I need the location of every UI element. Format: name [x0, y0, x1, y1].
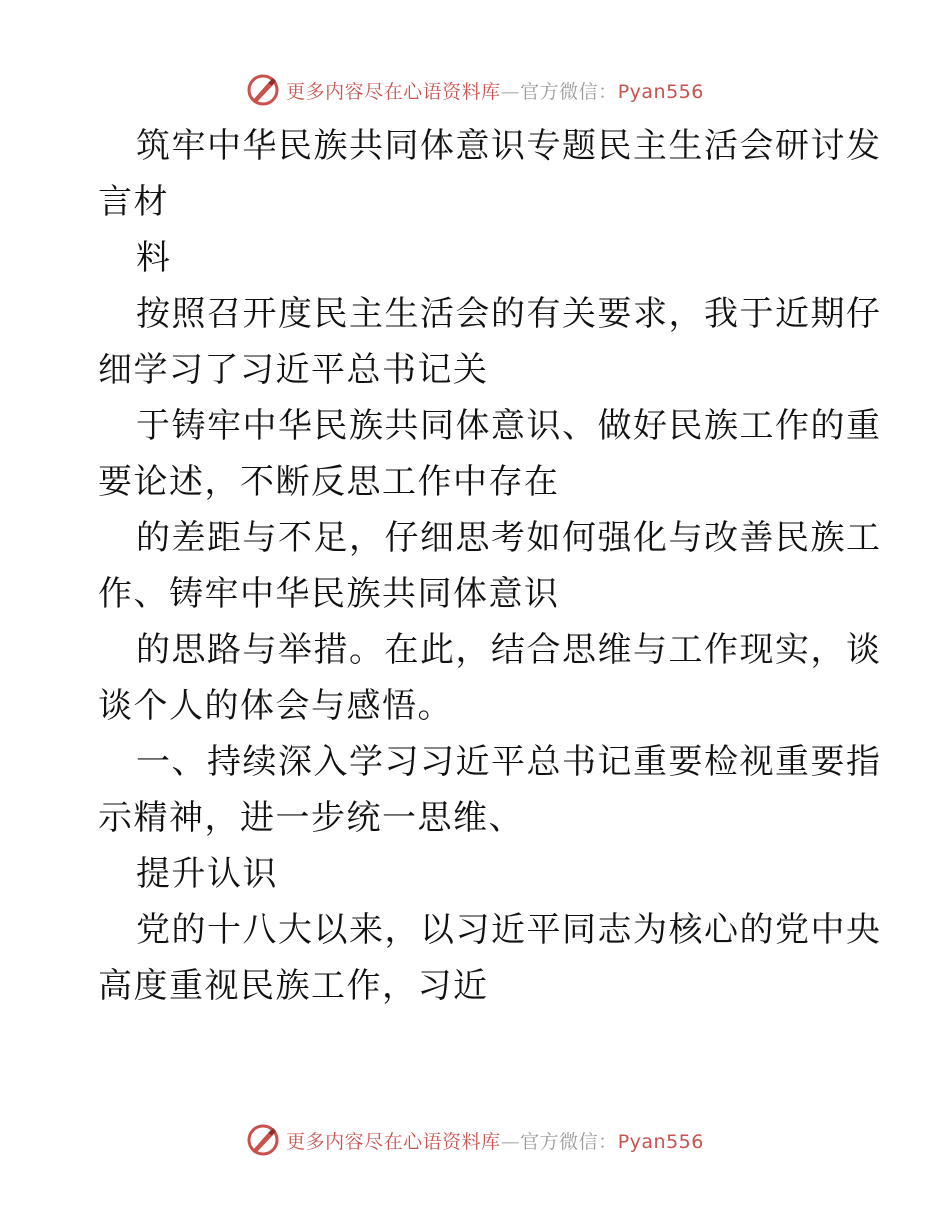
text-line: 党的十八大以来，以习近平同志为核心的党中央 [136, 910, 882, 950]
watermark-header [0, 70, 950, 110]
watermark-brand: 更多内容尽在心语资料库 [286, 1130, 501, 1153]
text-line: 言材 [98, 182, 169, 222]
text-line: 于铸牢中华民族共同体意识、做好民族工作的重 [136, 406, 882, 446]
watermark-dash: — [500, 1130, 521, 1153]
watermark-dash: — [500, 80, 521, 103]
watermark-footer [0, 1120, 950, 1160]
watermark-text [286, 77, 704, 104]
text-line: 高度重视民族工作，习近 [98, 966, 489, 1006]
watermark-wechat-id: Pyan556 [617, 80, 704, 103]
text-line: 一、持续深入学习习近平总书记重要检视重要指 [136, 742, 882, 782]
watermark-official: 官方微信： [520, 80, 618, 103]
text-line: 的差距与不足，仔细思考如何强化与改善民族工 [136, 518, 882, 558]
watermark-official: 官方微信： [520, 1130, 618, 1153]
text-line: 按照召开度民主生活会的有关要求，我于近期仔 [136, 294, 882, 334]
text-line: 谈个人的体会与感悟。 [98, 686, 453, 726]
text-line: 提升认识 [136, 854, 278, 894]
text-line: 细学习了习近平总书记关 [98, 350, 489, 390]
watermark-wechat-id: Pyan556 [617, 1130, 704, 1153]
brush-circle-icon [246, 1123, 280, 1157]
text-line: 作、铸牢中华民族共同体意识 [98, 574, 560, 614]
text-line: 的思路与举措。在此，结合思维与工作现实，谈 [136, 630, 882, 670]
brush-circle-icon [246, 73, 280, 107]
document-body [98, 118, 882, 1014]
text-line: 筑牢中华民族共同体意识专题民主生活会研讨发 [136, 126, 882, 166]
watermark-brand: 更多内容尽在心语资料库 [286, 80, 501, 103]
text-line: 要论述，不断反思工作中存在 [98, 462, 560, 502]
text-line: 料 [136, 238, 172, 278]
text-line: 示精神，进一步统一思维、 [98, 798, 524, 838]
watermark-text [286, 1127, 704, 1154]
